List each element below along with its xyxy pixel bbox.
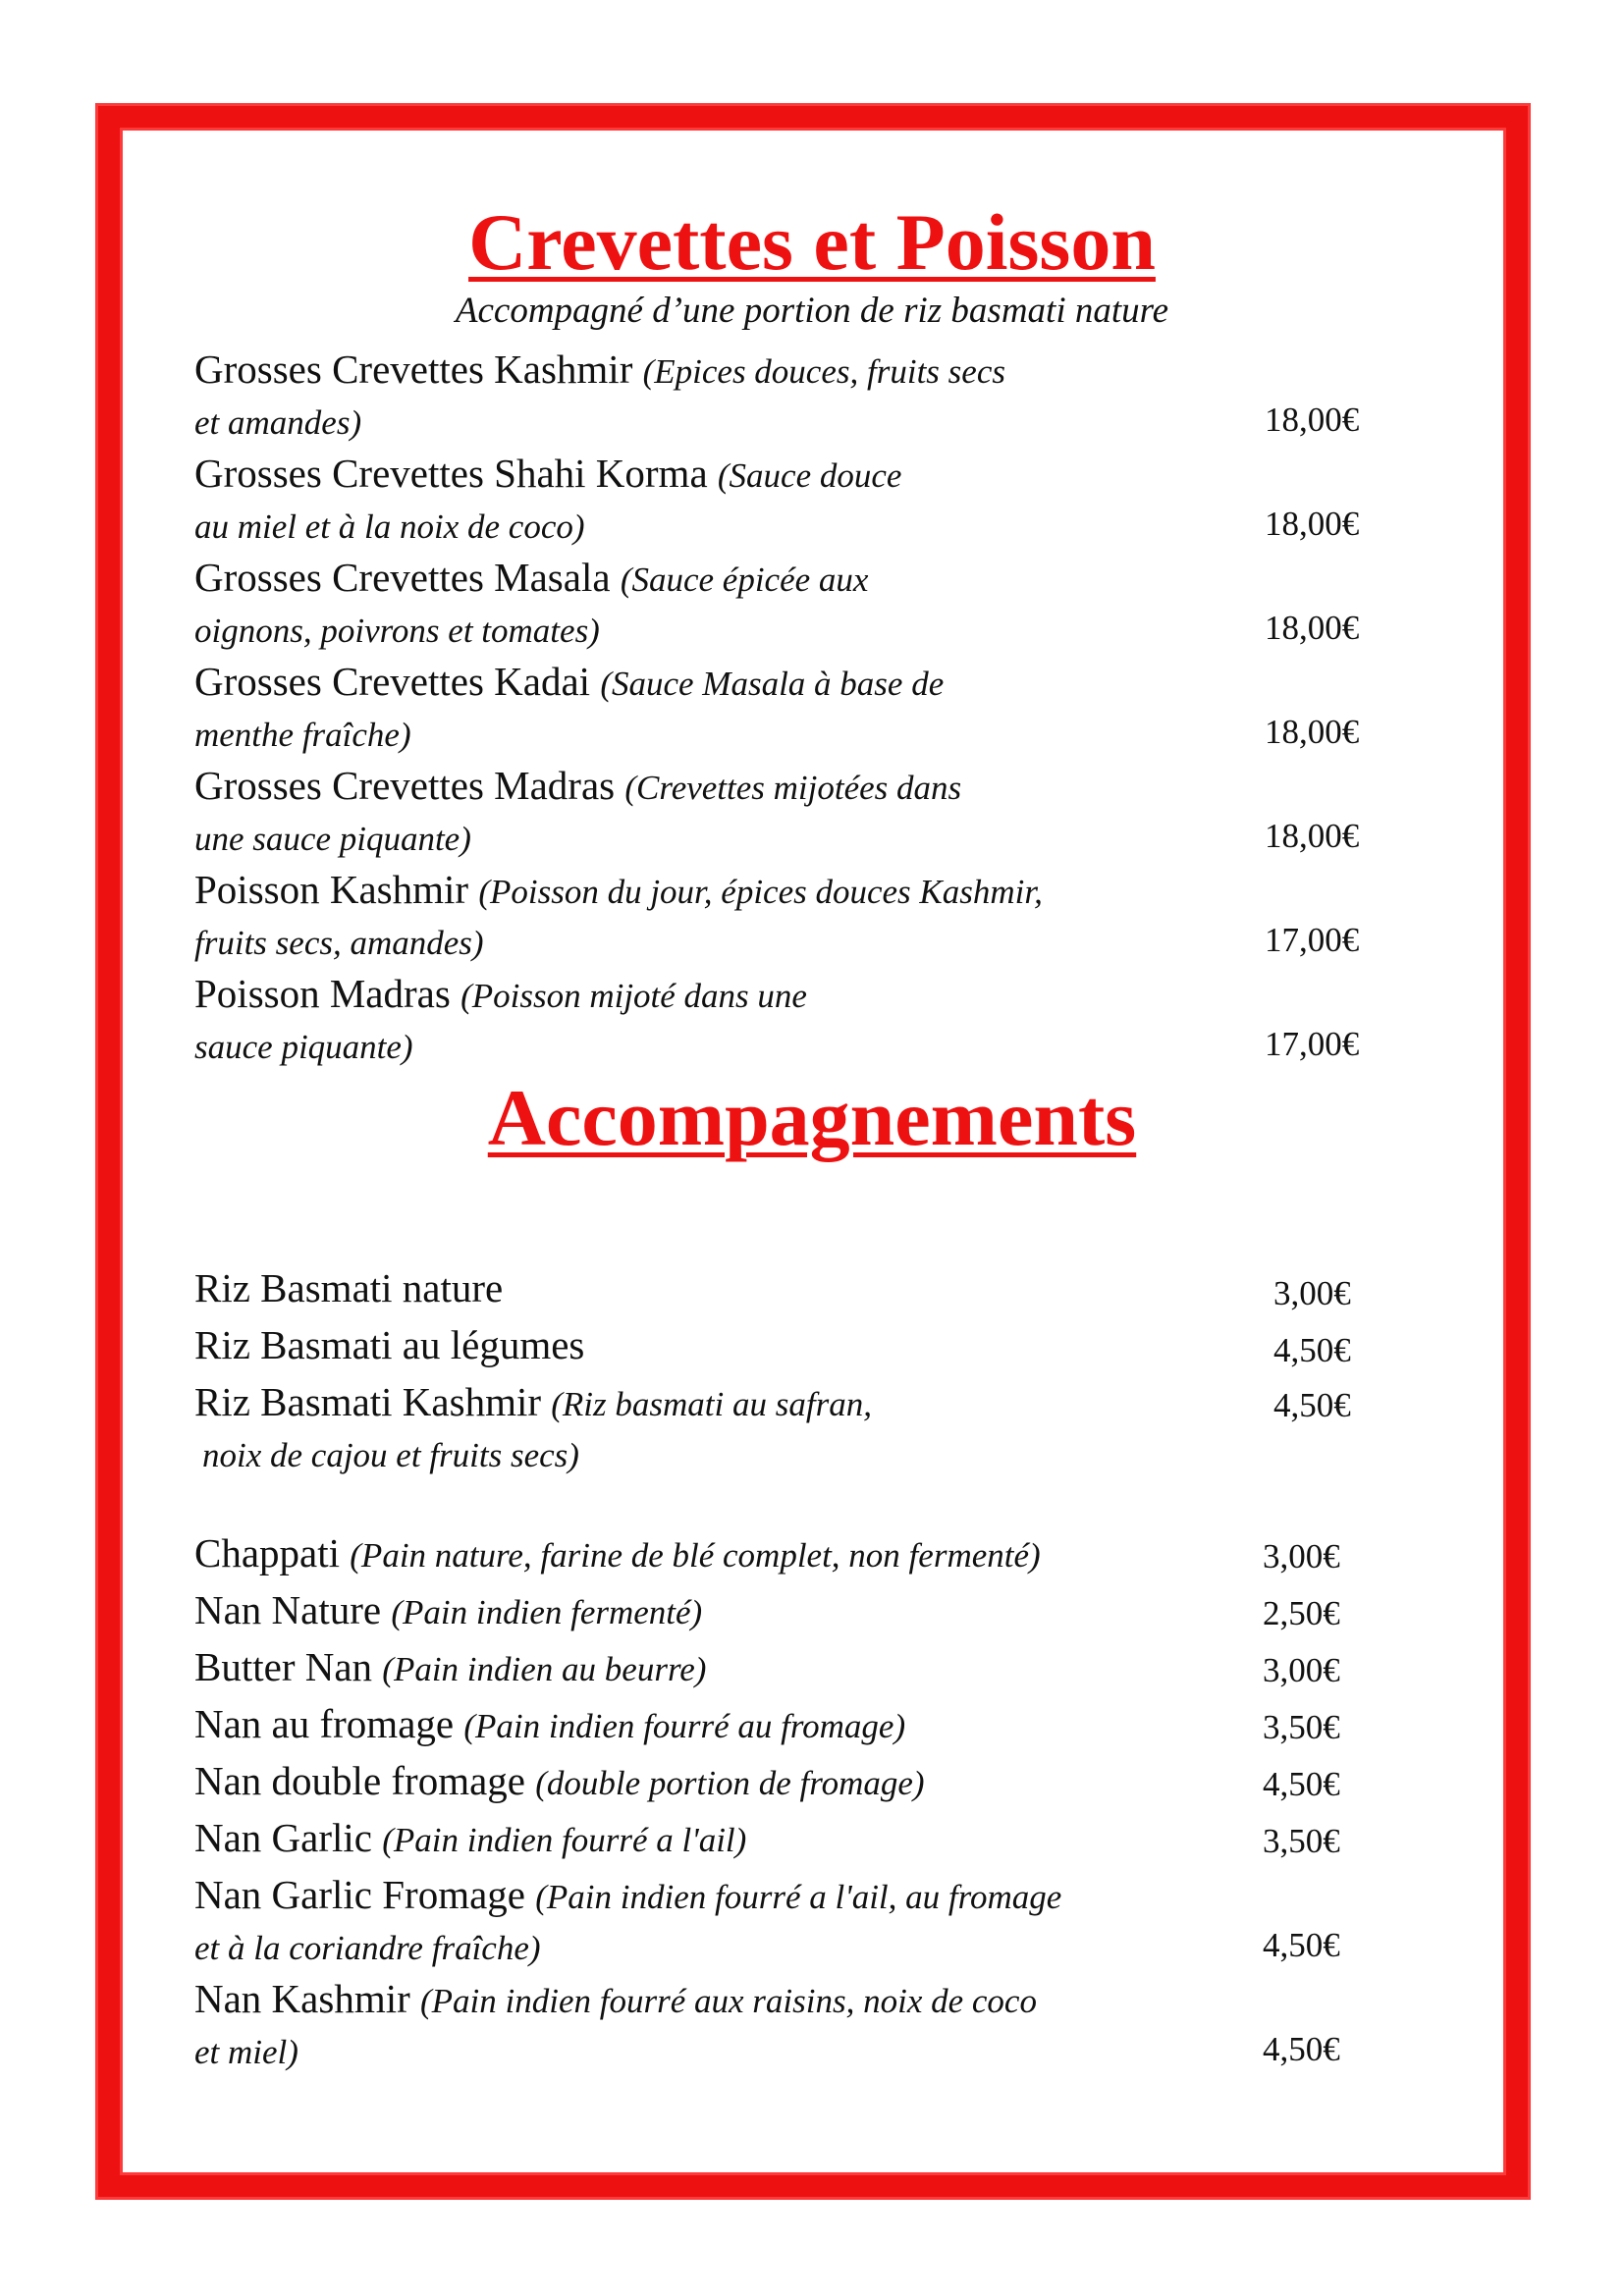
item-description-continued: fruits secs, amandes) xyxy=(194,924,484,962)
item-description: (Pain indien fourré a l'ail) xyxy=(382,1821,747,1859)
item-description: (Pain indien au beurre) xyxy=(382,1650,707,1688)
item-description: (Crevettes mijotées dans xyxy=(624,769,962,807)
item-name: Grosses Crevettes Madras xyxy=(194,763,616,808)
item-name: Chappati xyxy=(194,1530,341,1575)
item-name: Grosses Crevettes Shahi Korma xyxy=(194,451,708,496)
item-description: (Sauce Masala à base de xyxy=(600,665,945,703)
item-description-continued: et miel) xyxy=(194,2033,298,2071)
item-name: Poisson Madras xyxy=(194,971,451,1016)
menu-item xyxy=(194,656,1373,761)
item-name: Riz Basmati nature xyxy=(194,1265,504,1310)
item-name: Nan Nature xyxy=(194,1587,382,1632)
menu-item xyxy=(194,1584,1373,1638)
menu-item xyxy=(194,760,1373,865)
item-price: 4,50€ xyxy=(1273,1386,1351,1424)
item-description-continued: noix de cajou et fruits secs) xyxy=(202,1436,579,1474)
section-title-sides: Accompagnements xyxy=(487,1073,1137,1162)
item-description: (Pain indien fourré aux raisins, noix de coco xyxy=(420,1982,1037,2020)
item-name: Grosses Crevettes Kadai xyxy=(194,659,591,704)
item-description: (double portion de fromage) xyxy=(535,1764,925,1802)
item-description: (Pain indien fermenté) xyxy=(391,1593,703,1631)
item-description-continued: et amandes) xyxy=(194,403,362,442)
item-description-continued: au miel et à la noix de coco) xyxy=(194,507,585,546)
item-description-continued: oignons, poivrons et tomates) xyxy=(194,612,600,650)
item-price: 2,50€ xyxy=(1263,1594,1340,1632)
item-name: Grosses Crevettes Masala xyxy=(194,555,611,600)
item-description: (Sauce épicée aux xyxy=(620,561,869,599)
item-description-continued: et à la coriandre fraîche) xyxy=(194,1929,541,1967)
item-name: Nan double fromage xyxy=(194,1758,525,1803)
item-price: 3,50€ xyxy=(1263,1708,1340,1746)
item-price: 18,00€ xyxy=(1265,505,1360,543)
item-price: 4,50€ xyxy=(1263,2030,1340,2068)
item-description: (Poisson mijoté dans une xyxy=(460,977,807,1015)
item-price: 17,00€ xyxy=(1265,921,1360,959)
item-price: 4,50€ xyxy=(1263,1926,1340,1964)
menu-item xyxy=(194,1812,1373,1866)
menu-item xyxy=(194,1641,1373,1695)
menu-item xyxy=(194,1319,1373,1370)
menu-item xyxy=(194,552,1373,657)
item-description: (Sauce douce xyxy=(717,456,902,495)
item-price: 18,00€ xyxy=(1265,713,1360,751)
menu-item xyxy=(194,1755,1373,1809)
menu-item xyxy=(194,968,1373,1073)
item-name: Butter Nan xyxy=(194,1644,373,1689)
section-title-fish: Crevettes et Poisson xyxy=(468,197,1156,287)
item-price: 18,00€ xyxy=(1265,817,1360,855)
item-description: (Pain nature, farine de blé complet, non fermenté) xyxy=(350,1536,1041,1575)
item-price: 18,00€ xyxy=(1265,609,1360,647)
menu-item xyxy=(194,1973,1373,2078)
item-description: (Riz basmati au safran, xyxy=(551,1385,872,1423)
item-price: 3,00€ xyxy=(1273,1274,1351,1312)
item-description-continued: une sauce piquante) xyxy=(194,820,471,858)
menu-item xyxy=(194,344,1373,449)
item-price: 4,50€ xyxy=(1273,1331,1351,1369)
item-price: 3,00€ xyxy=(1263,1537,1340,1575)
menu-item xyxy=(194,1698,1373,1752)
item-name: Nan au fromage xyxy=(194,1701,455,1746)
item-description-continued: menthe fraîche) xyxy=(194,716,411,754)
item-price: 3,00€ xyxy=(1263,1651,1340,1689)
menu-item xyxy=(194,864,1373,969)
menu-item xyxy=(194,1262,1373,1313)
item-name: Poisson Kashmir xyxy=(194,867,469,912)
item-price: 18,00€ xyxy=(1265,400,1360,439)
item-name: Grosses Crevettes Kashmir xyxy=(194,347,633,392)
menu-item xyxy=(194,1869,1373,1974)
item-name: Nan Garlic Fromage xyxy=(194,1872,525,1917)
item-price: 17,00€ xyxy=(1265,1025,1360,1063)
item-description: (Poisson du jour, épices douces Kashmir, xyxy=(478,873,1043,911)
item-name: Nan Kashmir xyxy=(194,1976,410,2021)
item-description: (Epices douces, fruits secs xyxy=(642,352,1005,391)
item-description-continued: sauce piquante) xyxy=(194,1028,413,1066)
item-name: Riz Basmati au légumes xyxy=(194,1322,585,1367)
item-price: 3,50€ xyxy=(1263,1822,1340,1860)
item-price: 4,50€ xyxy=(1263,1765,1340,1803)
menu-item xyxy=(194,1527,1373,1581)
section-subtitle-fish: Accompagné d’une portion de riz basmati nature xyxy=(455,291,1169,331)
item-description: (Pain indien fourré au fromage) xyxy=(463,1707,906,1745)
menu-item xyxy=(194,1376,1373,1481)
item-name: Nan Garlic xyxy=(194,1815,372,1860)
item-name: Riz Basmati Kashmir xyxy=(194,1379,542,1424)
menu-item xyxy=(194,448,1373,553)
item-description: (Pain indien fourré a l'ail, au fromage xyxy=(535,1878,1062,1916)
